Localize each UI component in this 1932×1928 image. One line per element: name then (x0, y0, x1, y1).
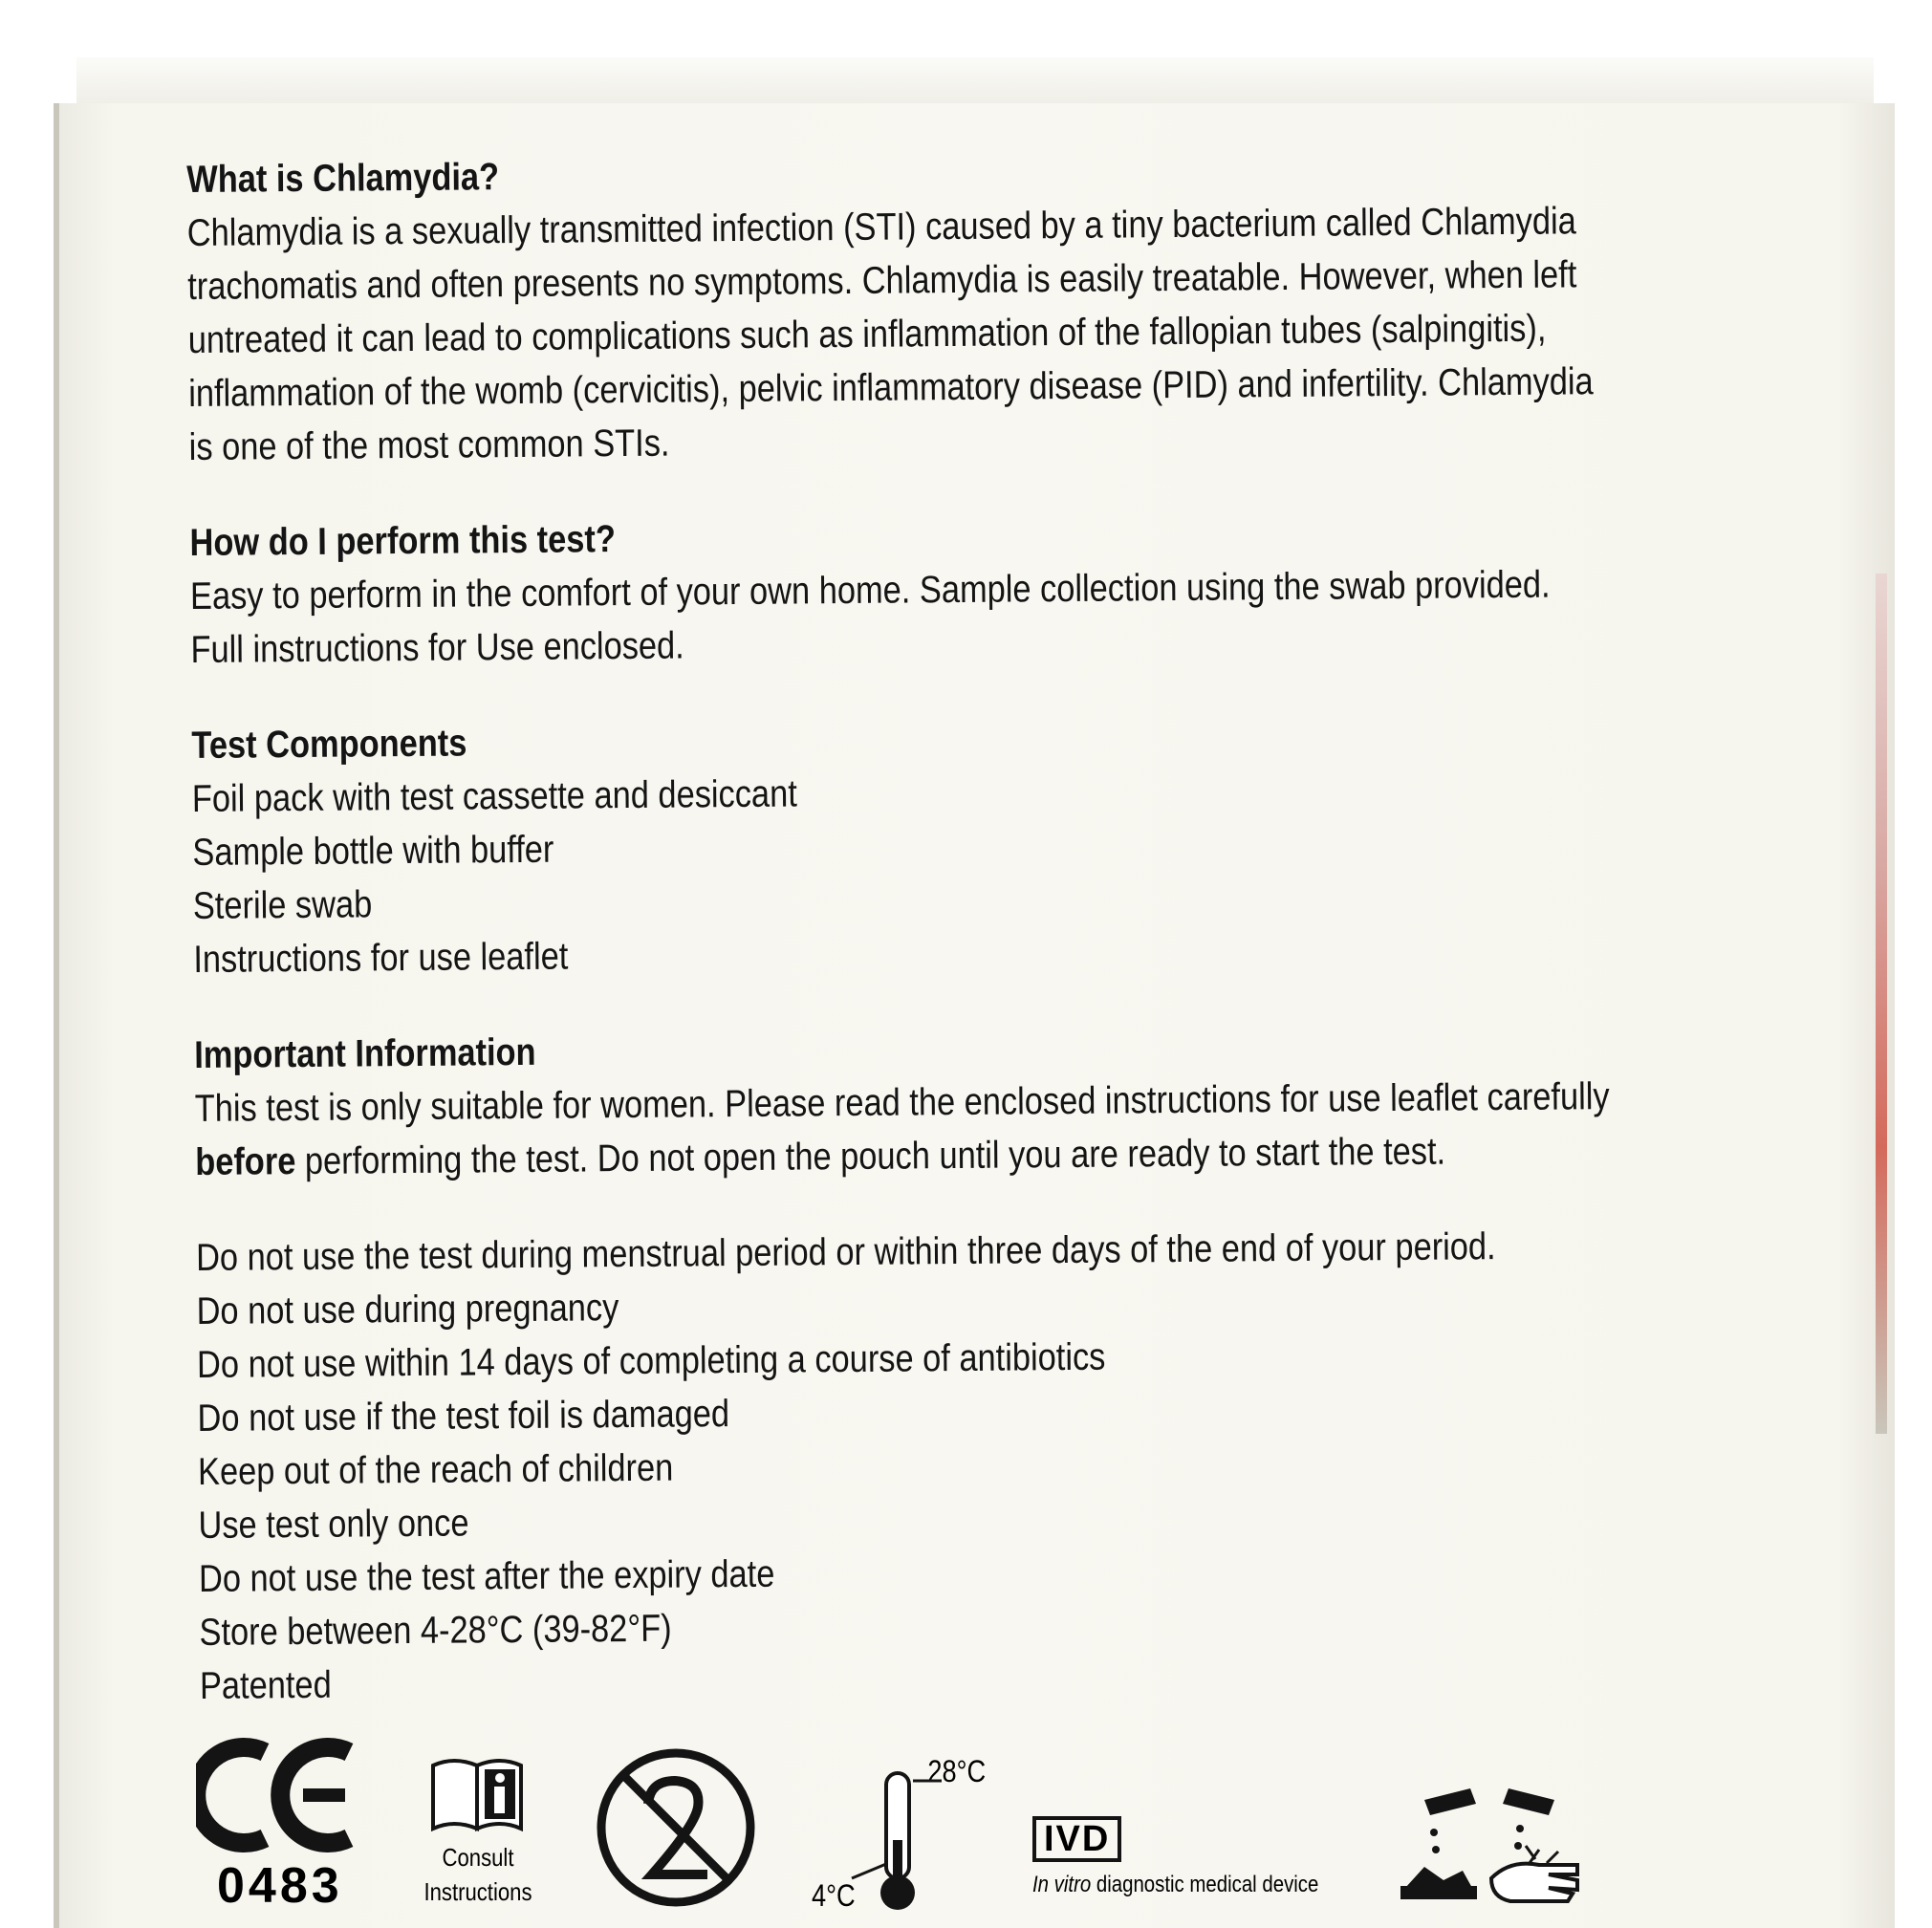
section-how-to-perform (189, 502, 1815, 677)
ce-mark-icon (196, 1735, 358, 1854)
text-line: untreated it can lead to complications such as inflammation of the fallopian tubes (salpingitis), (187, 307, 1547, 361)
temp-low-label: 4°C (812, 1878, 856, 1913)
open-book-info-icon (425, 1754, 531, 1835)
text-line: trachomatis and often presents no symptoms. Chlamydia is easily treatable. However, when left (187, 253, 1577, 308)
text-line: Easy to perform in the comfort of your own home. Sample collection using the swab provided. (189, 563, 1551, 617)
ivd-symbol (1032, 1816, 1348, 1898)
thermometer-icon (808, 1754, 999, 1917)
temp-high-label: 28°C (927, 1754, 987, 1788)
section-warnings (196, 1217, 1825, 1713)
components-list (192, 758, 1838, 986)
ce-mark (196, 1735, 358, 1917)
consult-instructions-symbol (411, 1754, 545, 1917)
warning-item: Do not use if the test foil is damaged (197, 1393, 730, 1440)
text-line: inflammation of the womb (cervicitis), pelvic inflammatory disease (PID) and infertility. Chlamydia (188, 360, 1594, 415)
warning-item: Keep out of the reach of children (197, 1446, 674, 1493)
ce-notified-body-number: 0483 (217, 1858, 343, 1914)
ivd-italic: In vitro (1032, 1872, 1092, 1897)
corrosive-icon (1396, 1783, 1587, 1907)
component-item: Foil pack with test cassette and desiccant (191, 772, 797, 820)
warning-item: Patented (199, 1663, 332, 1707)
do-not-reuse-symbol (593, 1744, 760, 1917)
ivd-rest: diagnostic medical device (1091, 1872, 1319, 1897)
warning-item: Store between 4-28°C (39-82°F) (199, 1607, 672, 1654)
what-is-body (186, 192, 1833, 474)
heading-how-to-perform: How do I perform this test? (189, 518, 617, 564)
section-test-components (191, 704, 1818, 986)
consult-line-1: Consult (442, 1843, 514, 1872)
how-to-body (190, 555, 1835, 677)
temperature-limit-symbol (808, 1754, 999, 1917)
section-what-is-chlamydia (186, 139, 1814, 474)
component-item: Instructions for use leaflet (193, 935, 569, 981)
component-item: Sterile swab (192, 883, 373, 927)
regulatory-symbols-row (196, 1735, 1630, 1917)
heading-test-components: Test Components (191, 722, 467, 767)
ivd-description (1032, 1872, 1319, 1898)
heading-what-is-chlamydia: What is Chlamydia? (186, 156, 500, 201)
text-line: This test is only suitable for women. Please read the enclosed instructions for use leaflet carefully (194, 1075, 1610, 1130)
box-side-edge (1876, 574, 1887, 1434)
box-top-flap (76, 57, 1874, 105)
emphasis-before: before (195, 1140, 296, 1183)
warning-item: Do not use the test after the expiry date (198, 1552, 775, 1600)
text-line: Chlamydia is a sexually transmitted infection (STI) caused by a tiny bacterium called Chlamydia (186, 200, 1576, 254)
warnings-list (196, 1217, 1844, 1713)
component-item: Sample bottle with buffer (192, 828, 554, 874)
text-line: is one of the most common STIs. (188, 422, 670, 468)
corrosive-hazard-symbol (1396, 1783, 1587, 1912)
text-line: Full instructions for Use enclosed. (190, 624, 684, 671)
do-not-reuse-icon (593, 1744, 760, 1912)
section-important-information (194, 1014, 1820, 1189)
warning-item: Do not use within 14 days of completing a course of antibiotics (196, 1335, 1106, 1386)
package-text (186, 139, 1826, 1755)
consult-line-2: Instructions (423, 1877, 532, 1906)
text-span: performing the test. Do not open the pouch until you are ready to start the test. (295, 1130, 1446, 1183)
heading-important-information: Important Information (194, 1030, 536, 1076)
warning-item: Do not use the test during menstrual period or within three days of the end of your period. (195, 1225, 1496, 1279)
warning-item: Use test only once (198, 1502, 469, 1547)
ivd-label: IVD (1032, 1816, 1121, 1862)
warning-item: Do not use during pregnancy (196, 1287, 619, 1332)
important-body (194, 1068, 1839, 1189)
